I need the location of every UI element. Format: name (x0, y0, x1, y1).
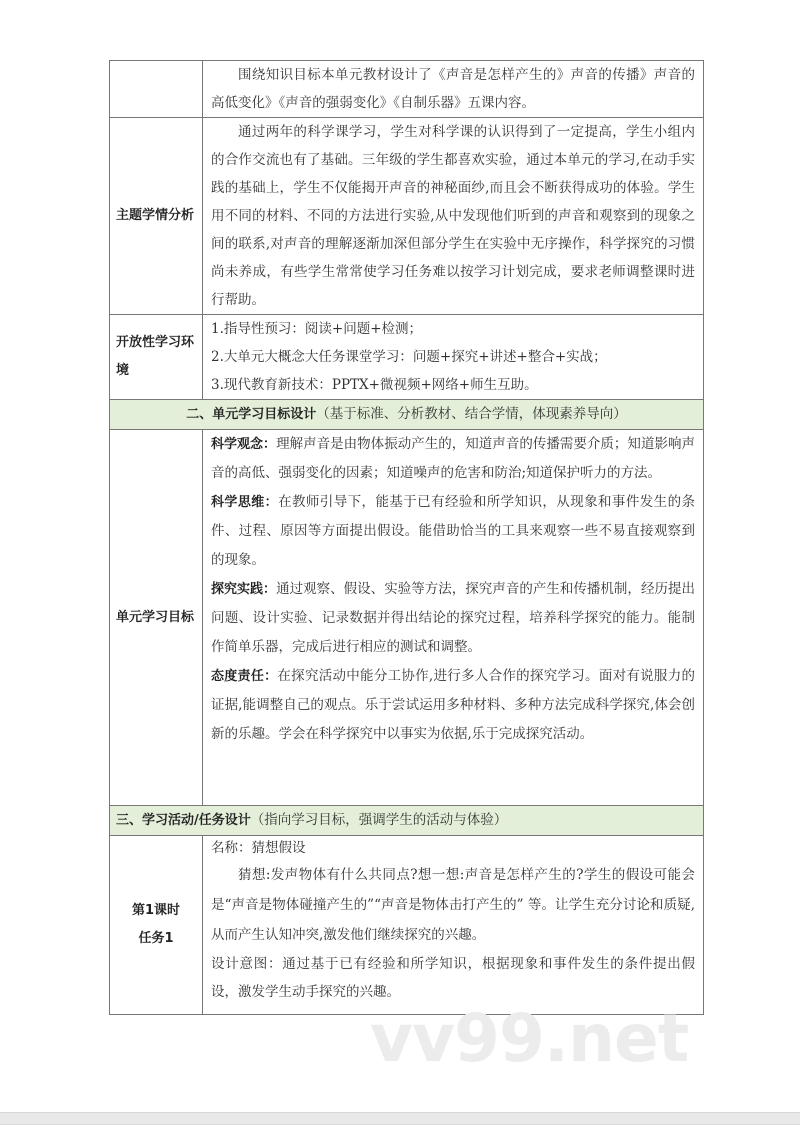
goal-text: 在教师引导下，能基于已有经验和所学知识，从现象和事件发生的条件、过程、原因等方面提出假设。能借助恰当的工具来观察一些不易直接观察到的现象。 (211, 494, 695, 568)
section2-title: 二、单元学习目标设计 (186, 407, 317, 422)
section3-header-row (110, 806, 704, 836)
goals-row (110, 430, 704, 806)
intro-row (110, 61, 704, 118)
intro-label-cell (110, 61, 203, 118)
task1-task: 任务1 (138, 931, 174, 946)
goal-item (211, 662, 695, 749)
task1-lesson: 第1课时 (131, 903, 181, 918)
environment-row (110, 315, 704, 400)
section3-title: 三、学习活动/任务设计 (116, 813, 251, 828)
goals-cell (203, 430, 704, 806)
goal-term: 探究实践： (211, 582, 277, 597)
task1-body: 猜想:发声物体有什么共同点?想一想:声音是怎样产生的?学生的假设可能会是“声音是物体碰撞产生的”“声音是物体击打产生的” 等。让学生充分讨论和质疑,从而产生认知冲突,激发他们继续探究的兴趣。 (211, 867, 695, 943)
goal-item (211, 575, 695, 662)
analysis-label: 主题学情分析 (110, 118, 203, 315)
task1-name: 名称：猜想假设 (211, 840, 306, 856)
environment-item: 3.现代教育新技术：PPTX+微视频+网络+师生互助。 (211, 377, 538, 393)
goal-term: 科学思维： (211, 495, 279, 510)
intro-text: 围绕知识目标本单元教材设计了《声音是怎样产生的》声音的传播》声音的高低变化》《声音的强弱变化》《自制乐器》五课内容。 (211, 67, 695, 111)
environment-label: 开放性学习环境 (110, 315, 203, 400)
section3-subtitle: （指向学习目标，强调学生的活动与体验） (250, 812, 508, 828)
section2-header (110, 400, 704, 430)
goal-text: 通过观察、假设、实验等方法，探究声音的产生和传播机制，经历提出问题、设计实验、记录数据并得出结论的探究过程，培养科学探究的能力。能制作简单乐器，完成后进行相应的测试和调整。 (211, 581, 695, 655)
task1-row (110, 836, 704, 1015)
unit-design-table (109, 60, 704, 1015)
goal-text: 理解声音是由物体振动产生的，知道声音的传播需要介质；知道影响声音的高低、强弱变化的因素；知道噪声的危害和防治;知道保护听力的方法。 (211, 436, 695, 481)
section3-header (110, 806, 704, 836)
task1-label-cell (110, 836, 203, 1015)
section2-header-row (110, 400, 704, 430)
task1-intent: 设计意图：通过基于已有经验和所学知识，根据现象和事件发生的条件提出假设，激发学生动手探究的兴趣。 (211, 956, 695, 1000)
watermark: vv99.net (370, 1000, 689, 1077)
goal-item (211, 430, 695, 488)
page-separator (0, 1112, 800, 1125)
analysis-text: 通过两年的科学课学习，学生对科学课的认识得到了一定提高，学生小组内的合作交流也有了基础。三年级的学生都喜欢实验，通过本单元的学习,在动手实践的基础上，学生不仅能揭开声音的神秘面纱,而且会不断获得成功的体验。学生用不同的材料、不同的方法进行实验,从中发现他们听到的声音和观察到的现象之间的联系,对声音的理解逐渐加深但部分学生在实验中无序操作，科学探究的习惯尚未养成，有些学生常常使学习任务难以按学习计划完成，要求老师调整课时进行帮助。 (211, 124, 695, 308)
environment-item: 1.指导性预习：阅读+问题+检测； (211, 321, 423, 337)
goal-text: 在探究活动中能分工协作,进行多人合作的探究学习。面对有说服力的证据,能调整自己的观点。乐于尝试运用多种材料、多种方法完成科学探究,体会创新的乐趣。学会在科学探究中以事实为依据,乐于完成探究活动。 (211, 668, 695, 742)
goal-term: 态度责任： (211, 669, 278, 684)
goal-item (211, 488, 695, 575)
intro-text-cell (203, 61, 704, 118)
analysis-row (110, 118, 704, 315)
analysis-text-cell (203, 118, 704, 315)
task1-cell (203, 836, 704, 1015)
goals-label: 单元学习目标 (110, 430, 203, 806)
section2-subtitle: （基于标准、分析教材、结合学情，体现素养导向） (316, 406, 627, 422)
environment-item: 2.大单元大概念大任务课堂学习：问题+探究+讲述+整合+实战； (211, 349, 607, 365)
environment-cell (203, 315, 704, 400)
goal-term: 科学观念： (211, 437, 277, 452)
